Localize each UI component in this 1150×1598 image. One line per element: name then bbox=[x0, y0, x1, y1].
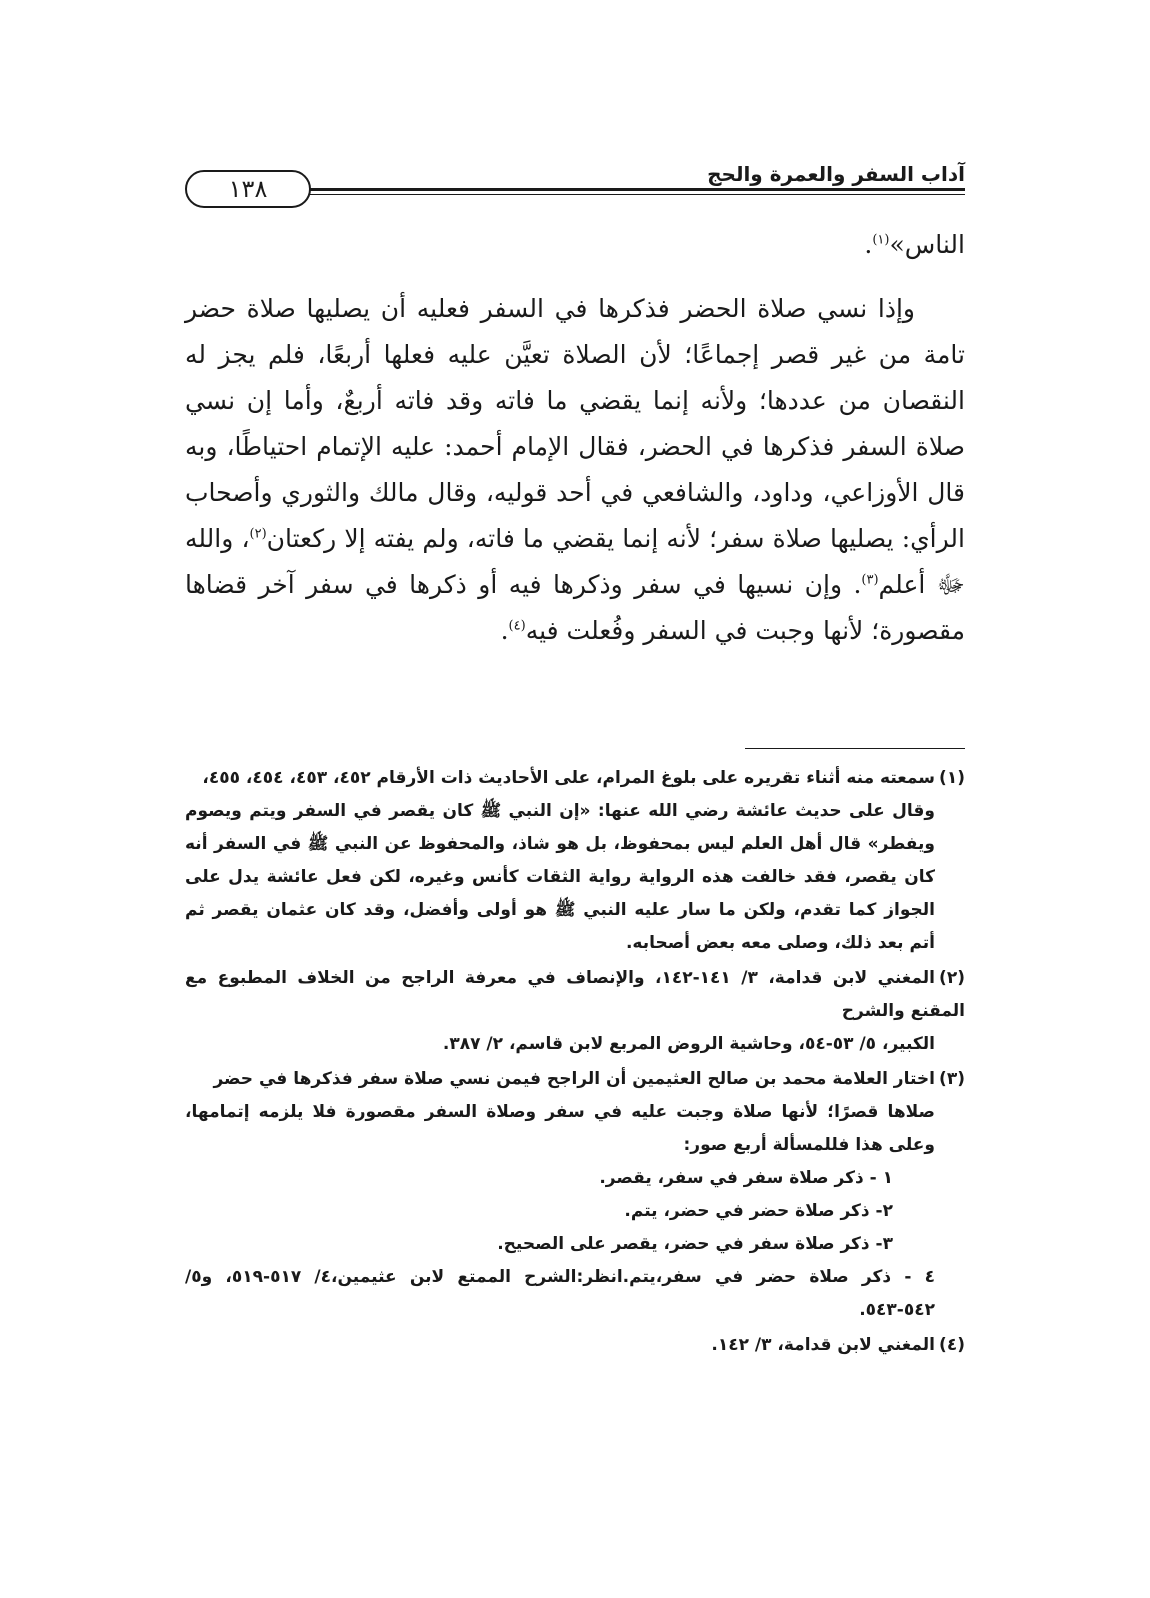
continuation-period: . bbox=[864, 230, 873, 259]
footnote-3 bbox=[185, 1063, 965, 1327]
continuation-text: الناس» bbox=[889, 230, 965, 259]
footnote-2-number: (٢) bbox=[939, 968, 965, 988]
footnote-ref-2: (٢) bbox=[249, 526, 267, 542]
footnote-3-case-2: ٢- ذكر صلاة حضر في حضر، يتم. bbox=[624, 1201, 893, 1221]
footnote-4-number: (٤) bbox=[939, 1335, 965, 1355]
page-header bbox=[185, 158, 965, 206]
paragraph-1-part-c: . وإن نسيها في سفر وذكرها فيه أو ذكرها في سفر آخر قضاها مقصورة؛ لأنها وجبت في السفر وفُعلت فيه bbox=[185, 570, 965, 645]
main-text bbox=[185, 222, 965, 654]
paragraph-1-period: . bbox=[500, 616, 509, 645]
continuation-line bbox=[185, 222, 965, 268]
footnote-1-rest: وقال على حديث عائشة رضي الله عنها: «إن النبي ﷺ كان يقصر في السفر ويتم ويصوم ويفطر» قال أهل العلم ليس بمحفوظ، بل هو شاذ، والمحفوظ عن النبي ﷺ في السفر أنه كان يقصر، فقد خالفت هذه الرواية رواية الثقات كأنس وغيره، لكن فعل عائشة يدل على الجواز كما تقدم، ولكن ما سار عليه النبي ﷺ هو أولى وأفضل، وقد كان عثمان يقصر ثم أتم بعد ذلك، وصلى معه بعض أصحابه. bbox=[185, 801, 935, 953]
footnote-3-number: (٣) bbox=[939, 1069, 965, 1089]
footnote-ref-4: (٤) bbox=[508, 618, 526, 634]
header-rule-thin bbox=[285, 194, 965, 195]
footnote-3-case-3: ٣- ذكر صلاة سفر في حضر، يقصر على الصحيح. bbox=[497, 1234, 893, 1254]
footnote-1 bbox=[185, 762, 965, 960]
footnote-2 bbox=[185, 962, 965, 1061]
header-rule-thick bbox=[285, 188, 965, 191]
running-title: آداب السفر والعمرة والحج bbox=[707, 162, 965, 186]
paragraph-1-part-a: وإذا نسي صلاة الحضر فذكرها في السفر فعليه أن يصليها صلاة حضر تامة من غير قصر إجماعًا؛ لأن الصلاة تعيَّن عليه فعلها أربعًا، فلم يجز له النقصان من عددها؛ ولأنه إنما يقضي ما فاته وقد فاته أربعٌ، وأما إن نسي صلاة السفر فذكرها في الحضر، فقال الإمام أحمد: عليه الإتمام احتياطًا، وبه قال الأوزاعي، وداود، والشافعي في أحد قوليه، وقال مالك والثوري وأصحاب الرأي: يصليها صلاة سفر؛ لأنه إنما يقضي ما فاته، ولم يفته إلا ركعتان bbox=[185, 294, 965, 553]
footnote-4-line-1: المغني لابن قدامة، ٣/ ١٤٢. bbox=[711, 1335, 935, 1355]
footnote-3-case-1: ١ - ذكر صلاة سفر في سفر، يقصر. bbox=[599, 1168, 893, 1188]
footnote-3-rest: صلاها قصرًا؛ لأنها صلاة وجبت عليه في سفر وصلاة السفر مقصورة فلا يلزمه إتمامها، وعلى هذا فللمسألة أربع صور: bbox=[185, 1102, 935, 1155]
footnote-2-line-1: المغني لابن قدامة، ٣/ ١٤١-١٤٢، والإنصاف في معرفة الراجح من الخلاف المطبوع مع المقنع والشرح bbox=[185, 968, 965, 1021]
footnote-4 bbox=[185, 1329, 965, 1362]
footnote-1-line-1: سمعته منه أثناء تقريره على بلوغ المرام، على الأحاديث ذات الأرقام ٤٥٢، ٤٥٣، ٤٥٤، ٤٥٥، bbox=[202, 768, 935, 788]
page-number: ١٣٨ bbox=[185, 170, 311, 208]
paragraph-1-part-b: ، والله ﷻ أعلم bbox=[185, 524, 965, 599]
footnotes bbox=[185, 762, 965, 1364]
footnote-separator bbox=[745, 748, 965, 749]
footnote-2-rest: الكبير، ٥/ ٥٣-٥٤، وحاشية الروض المربع لابن قاسم، ٢/ ٣٨٧. bbox=[442, 1034, 935, 1054]
footnote-1-number: (١) bbox=[939, 768, 965, 788]
footnote-ref-1: (١) bbox=[872, 232, 890, 248]
footnote-3-line-1: اختار العلامة محمد بن صالح العثيمين أن الراجح فيمن نسي صلاة سفر فذكرها في حضر bbox=[213, 1069, 935, 1089]
paragraph-1 bbox=[185, 286, 965, 654]
footnote-ref-3: (٣) bbox=[861, 572, 879, 588]
footnote-3-case-4: ٤ - ذكر صلاة حضر في سفر،يتم.انظر:الشرح الممتع لابن عثيمين،٤/ ٥١٧-٥١٩، و٥/ ٥٤٢-٥٤٣. bbox=[185, 1267, 935, 1320]
